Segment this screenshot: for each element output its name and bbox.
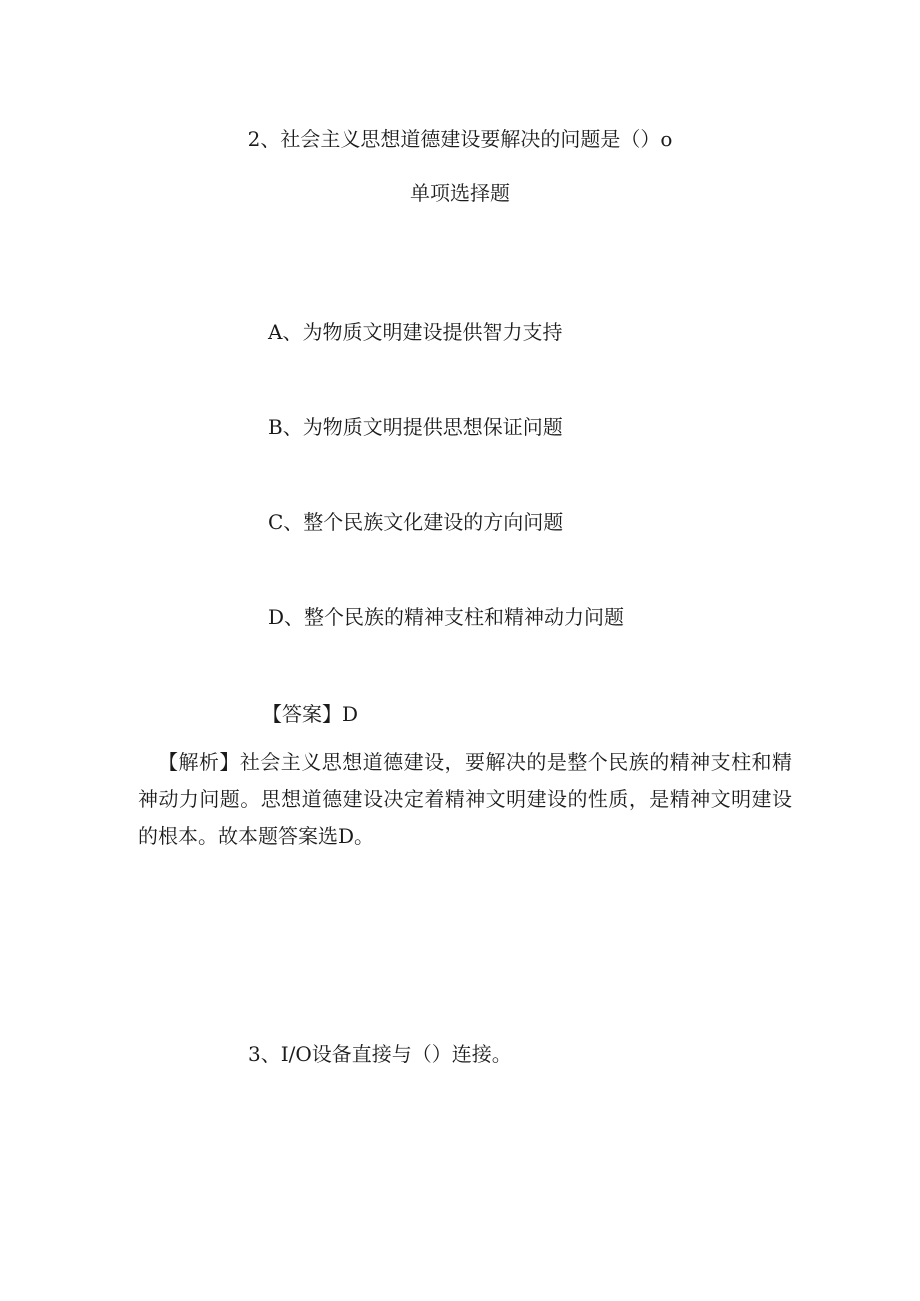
answer-label: 【答案】D	[262, 702, 359, 726]
question-2-type: 单项选择题	[410, 181, 510, 205]
analysis-paragraph: 【解析】社会主义思想道德建设，要解决的是整个民族的精神支柱和精神动力问题。思想道德建设决定着精神文明建设的性质，是精神文明建设的根本。故本题答案选D。	[138, 750, 792, 848]
option-c: C、整个民族文化建设的方向问题	[268, 510, 564, 534]
question-3-title: 3、I/O设备直接与（）连接。	[248, 1042, 512, 1066]
option-b: B、为物质文明提供思想保证问题	[268, 415, 563, 439]
option-d: D、整个民族的精神支柱和精神动力问题	[268, 605, 625, 629]
question-2-title: 2、社会主义思想道德建设要解决的问题是（）o	[247, 127, 673, 151]
option-a: A、为物质文明建设提供智力支持	[268, 320, 563, 344]
